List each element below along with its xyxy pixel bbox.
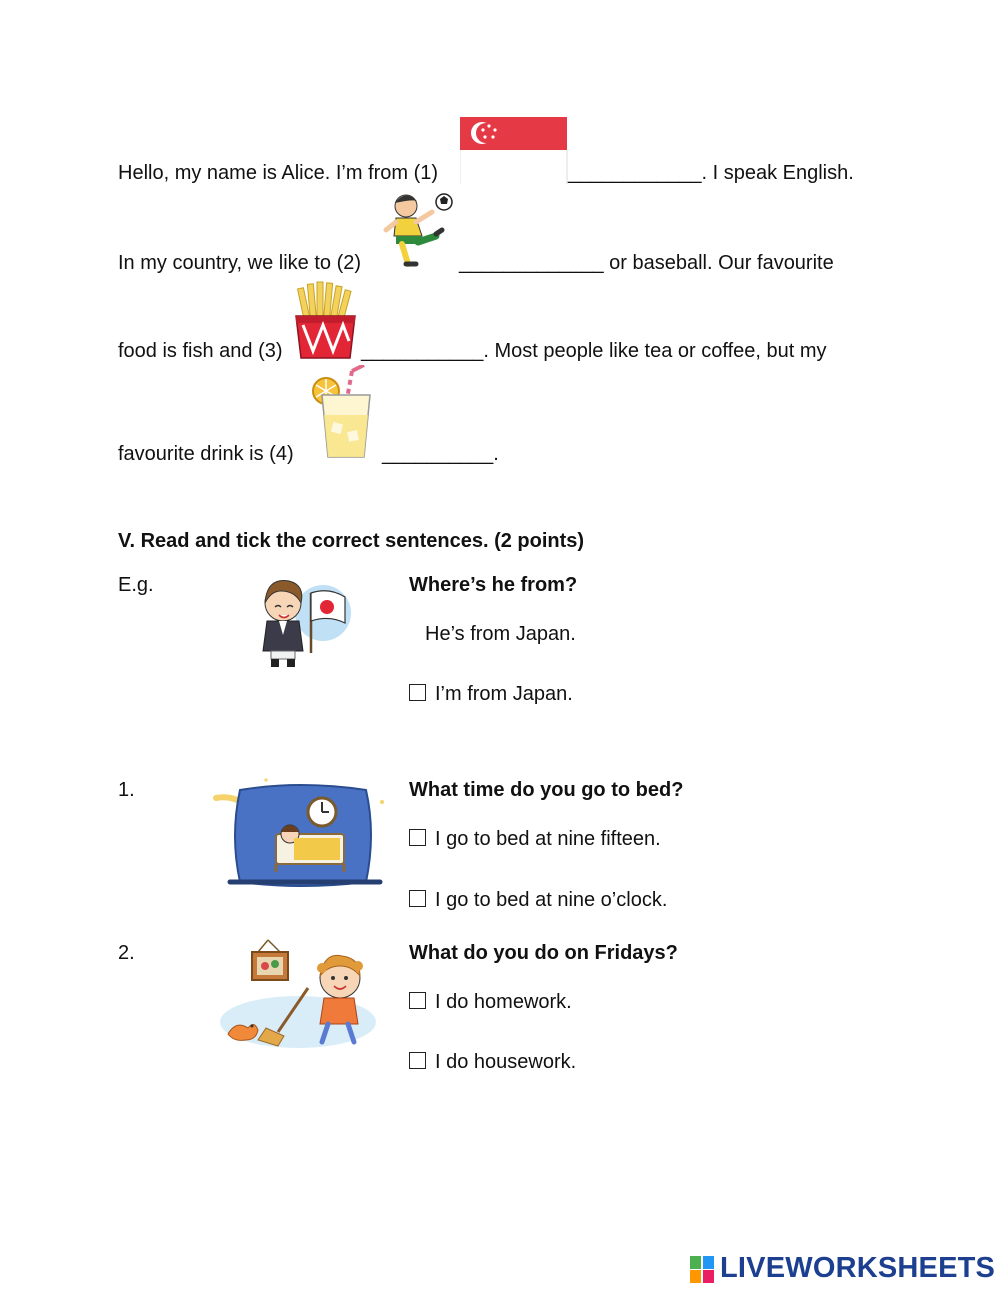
item-number-example: E.g. [118, 574, 154, 596]
logo-text: LIVEWORKSHEETS [720, 1252, 996, 1284]
item-option-example-1[interactable] [425, 623, 576, 646]
option-label: I go to bed at nine fifteen. [435, 828, 661, 850]
item-option-1-1[interactable] [409, 828, 661, 851]
boy-with-japan-flag-icon [255, 575, 355, 670]
paragraph-line-3 [118, 340, 283, 363]
liveworksheets-logo-icon [690, 1254, 716, 1284]
checkbox-icon[interactable] [409, 684, 426, 701]
option-label: I do housework. [435, 1051, 577, 1073]
line-4-text-before: favourite drink is (4) [118, 443, 294, 465]
soccer-player-icon [382, 190, 457, 272]
lemonade-icon [308, 365, 378, 465]
item-number-1: 1. [118, 779, 135, 801]
item-question-2: What do you do on Fridays? [409, 942, 678, 964]
checkbox-icon[interactable] [409, 992, 426, 1009]
option-label: He’s from Japan. [425, 623, 576, 645]
option-label: I do homework. [435, 991, 572, 1013]
line-3-blank[interactable]: ___________. Most people like tea or coffee, but my [361, 340, 827, 362]
boy-sleeping-in-bed-icon [210, 772, 390, 887]
line-1-text-before: Hello, my name is Alice. I’m from (1) [118, 162, 439, 184]
item-option-2-1[interactable] [409, 991, 572, 1014]
line-1-blank[interactable]: ____________. I speak English. [568, 162, 854, 184]
option-label: I go to bed at nine o’clock. [435, 889, 668, 911]
line-2-blank[interactable]: _____________ or baseball. Our favourite [459, 252, 834, 274]
liveworksheets-logo [690, 1252, 995, 1285]
item-question-1: What time do you go to bed? [409, 779, 684, 801]
item-question-example: Where’s he from? [409, 574, 578, 596]
singapore-flag-icon [460, 117, 568, 185]
girl-sweeping-floor-icon [218, 938, 383, 1053]
line-4-blank[interactable]: __________. [382, 443, 499, 465]
checkbox-icon[interactable] [409, 1052, 426, 1069]
item-number-2: 2. [118, 942, 135, 964]
line-3-text-before: food is fish and (3) [118, 340, 283, 362]
paragraph-line-1 [118, 162, 438, 185]
french-fries-icon [293, 280, 358, 362]
line-2-text-before: In my country, we like to (2) [118, 252, 362, 274]
item-option-example-2[interactable] [409, 683, 573, 706]
item-option-1-2[interactable] [409, 889, 667, 912]
checkbox-icon[interactable] [409, 829, 426, 846]
checkbox-icon[interactable] [409, 890, 426, 907]
paragraph-line-4 [118, 443, 294, 466]
option-label: I’m from Japan. [435, 683, 573, 705]
item-option-2-2[interactable] [409, 1051, 576, 1074]
section-title: V. Read and tick the correct sentences. (2 points) [118, 530, 585, 552]
paragraph-line-2 [118, 252, 361, 275]
